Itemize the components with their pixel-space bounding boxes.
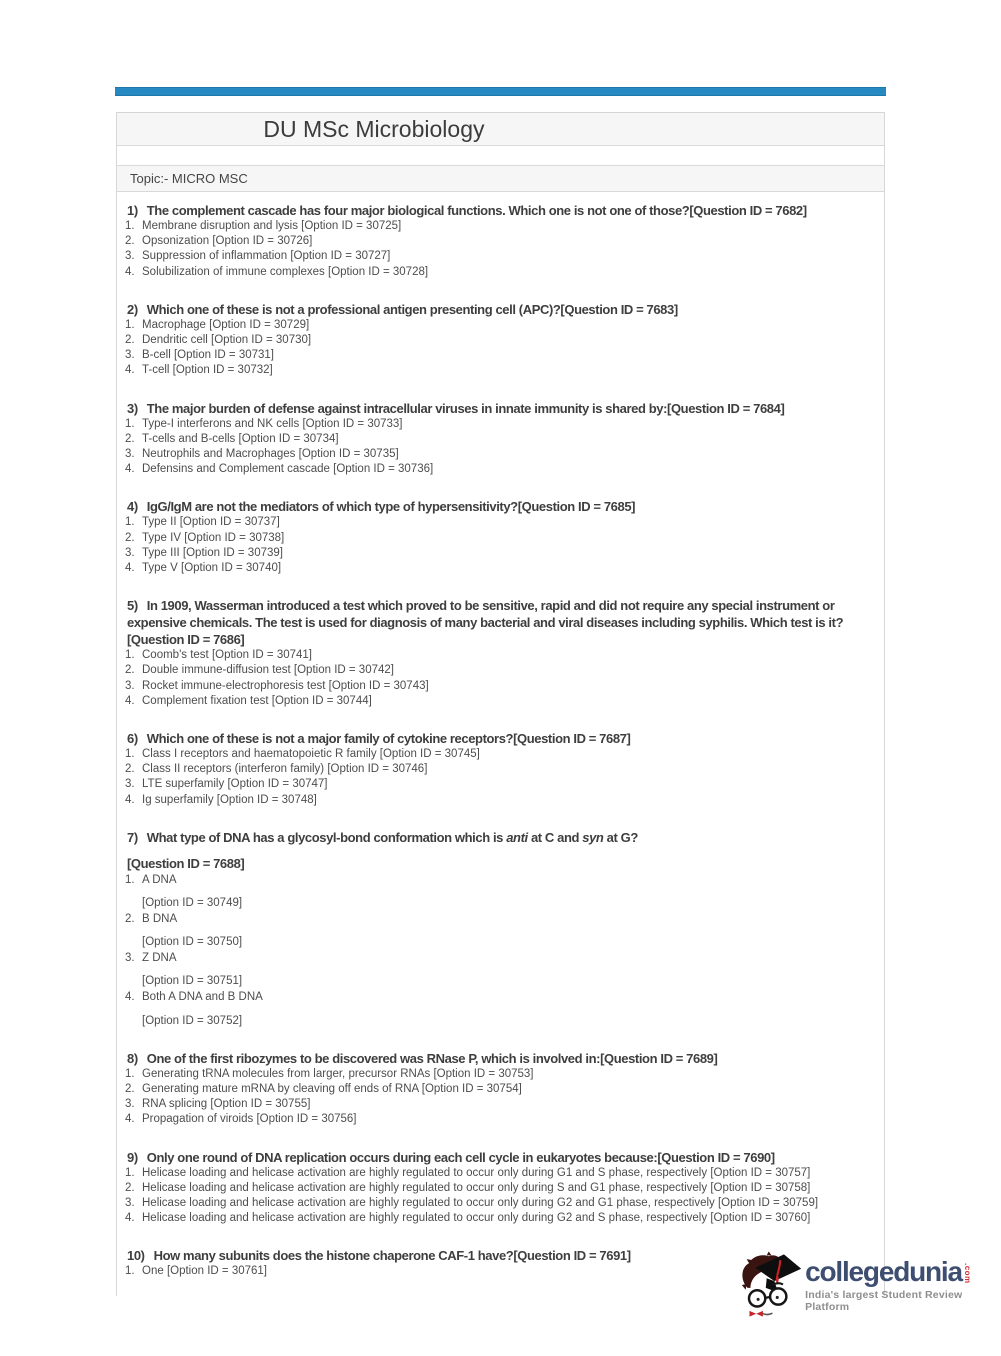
option-id: [Option ID = 30738] (184, 531, 285, 544)
question-block (125, 597, 872, 709)
options-list (125, 417, 872, 478)
option-id: [Option ID = 30729] (209, 318, 310, 331)
question-number: 6) (127, 731, 138, 747)
option-row (125, 873, 872, 888)
option-row (125, 1097, 872, 1112)
option-number: 2. (125, 1082, 135, 1095)
option-number: 1. (125, 516, 135, 529)
option-id: [Option ID = 30742] (293, 664, 394, 677)
option-number: 1. (125, 1067, 135, 1080)
options-list (125, 219, 872, 280)
option-text: Membrane disruption and lysis [Option ID = 30725] (142, 220, 402, 232)
option-number: 1. (125, 1265, 135, 1278)
option-number: 1. (125, 220, 135, 232)
option-id: [Option ID = 30741] (211, 649, 313, 662)
option-text: Type III [Option ID = 30739] (142, 546, 283, 559)
logo-text (805, 1258, 1001, 1313)
option-text: Rocket immune-electrophoresis test [Option ID = 30743] (142, 679, 429, 692)
option-id: [Option ID = 30745] (379, 748, 480, 761)
option-row (125, 1196, 872, 1211)
question-id: [Question ID = 7691] (513, 1248, 631, 1264)
question-heading (125, 1149, 872, 1166)
option-row (125, 417, 872, 432)
question-number: 8) (127, 1050, 138, 1066)
question-id: [Question ID = 7683] (560, 301, 678, 317)
option-row (125, 546, 872, 561)
option-text: Propagation of viroids [Option ID = 30756] (142, 1113, 357, 1126)
option-row (125, 531, 872, 546)
option-id: [Option ID = 30726] (212, 235, 313, 248)
question-text: Only one round of DNA replication occurs during each cell cycle in eukaryotes because: (146, 1149, 658, 1165)
option-number: 2. (125, 531, 135, 544)
question-number: 2) (127, 301, 138, 317)
option-text: Type II [Option ID = 30737] (142, 516, 280, 529)
option-row (125, 249, 872, 264)
options-list (125, 873, 872, 1029)
option-row (125, 777, 872, 792)
option-text: One [Option ID = 30761] (142, 1265, 267, 1278)
question-block (125, 1149, 872, 1227)
option-number: 2. (125, 1181, 135, 1194)
option-number: 1. (125, 748, 135, 761)
option-number: 4. (125, 562, 135, 575)
question-id: [Question ID = 7684] (667, 400, 785, 416)
options-list (125, 1067, 872, 1128)
options-list (125, 1166, 872, 1227)
option-number: 3. (125, 679, 135, 692)
question-id: [Question ID = 7689] (600, 1050, 718, 1066)
option-row (125, 762, 872, 777)
option-number: 2. (125, 432, 135, 445)
option-text: A DNA (142, 873, 177, 886)
option-id: [Option ID = 30725] (301, 220, 402, 232)
option-id: [Option ID = 30730] (211, 334, 312, 347)
option-text: LTE superfamily [Option ID = 30747] (142, 778, 328, 791)
options-list (125, 318, 872, 379)
logo-tagline: India's largest Student Review Platform (805, 1289, 963, 1313)
question-text: IgG/IgM are not the mediators of which type of hypersensitivity? (146, 499, 518, 515)
option-text: Both A DNA and B DNA (142, 991, 263, 1004)
option-id: [Option ID = 30739] (182, 546, 283, 559)
title-row (117, 113, 884, 146)
option-number: 4. (125, 793, 135, 806)
option-number: 3. (125, 250, 135, 263)
option-row (125, 1082, 872, 1097)
option-number: 2. (125, 334, 135, 347)
options-list (125, 648, 872, 709)
option-row (125, 432, 872, 447)
option-text: Type-I interferons and NK cells [Option ID = 30733] (142, 417, 403, 430)
question-id: [Question ID = 7686] (127, 632, 245, 648)
option-id: [Option ID = 30753] (433, 1067, 534, 1080)
option-number: 4. (125, 1113, 135, 1126)
option-row (125, 679, 872, 694)
question-block (125, 829, 872, 1029)
option-text: T-cells and B-cells [Option ID = 30734] (142, 432, 339, 445)
question-block (125, 301, 872, 379)
question-block (125, 400, 872, 478)
option-id: [Option ID = 30760] (710, 1212, 811, 1225)
option-text: Generating mature mRNA by cleaving off ends of RNA [Option ID = 30754] (142, 1082, 522, 1095)
option-text: Helicase loading and helicase activation are highly regulated to occur only during G2 and G1 phase, respectively [Option ID = 30759] (142, 1196, 819, 1209)
paper-table (116, 112, 885, 1296)
option-text: Solubilization of immune complexes [Option ID = 30728] (142, 265, 429, 278)
question-heading (125, 730, 872, 747)
option-id: [Option ID = 30728] (328, 265, 429, 278)
page-title: DU MSc Microbiology (263, 115, 485, 142)
question-number: 7) (127, 829, 138, 845)
question-id: [Question ID = 7687] (513, 731, 631, 747)
question-text: The complement cascade has four major biological functions. Which one is not one of those? (146, 203, 690, 218)
option-text: T-cell [Option ID = 30732] (142, 364, 273, 377)
question-text: What type of DNA has a glycosyl-bond conformation which is anti at C and syn at G? (146, 829, 638, 845)
option-text: Helicase loading and helicase activation are highly regulated to occur only during G2 and S phase, respectively [Option ID = 30760] (142, 1212, 811, 1225)
question-number: 9) (127, 1149, 138, 1165)
option-number: 3. (125, 349, 135, 362)
option-row (125, 333, 872, 348)
option-row (125, 447, 872, 462)
option-text: B-cell [Option ID = 30731] (142, 349, 275, 362)
question-text: In 1909, Wasserman introduced a test which proved to be sensitive, rapid and did not require any special instrument or expensive chemicals. The test is used for diagnosis of many bacterial and viral diseases including syphilis. Which test is it? (127, 598, 844, 631)
option-text: Helicase loading and helicase activation are highly regulated to occur only during G1 and S phase, respectively [Option ID = 30757] (142, 1166, 811, 1179)
option-number: 3. (125, 1196, 135, 1209)
option-number: 1. (125, 318, 135, 331)
option-id: [Option ID = 30735] (298, 448, 399, 461)
option-row (125, 747, 872, 762)
question-heading (125, 202, 872, 219)
topic-row (117, 166, 884, 192)
option-id: [Option ID = 30752] (142, 1014, 243, 1027)
question-block (125, 730, 872, 808)
option-row (125, 694, 872, 709)
option-number: 4. (125, 1212, 135, 1225)
option-text: Neutrophils and Macrophages [Option ID = 30735] (142, 448, 399, 461)
option-id: [Option ID = 30755] (210, 1098, 311, 1111)
mascot-icon (738, 1250, 803, 1320)
option-row (125, 648, 872, 663)
question-id: [Question ID = 7688] (127, 855, 245, 871)
option-row (125, 1181, 872, 1196)
option-number: 4. (125, 694, 135, 707)
questions-area (117, 192, 884, 1296)
question-heading (125, 301, 872, 318)
option-id: [Option ID = 30748] (216, 793, 317, 806)
top-accent-bar (115, 87, 886, 96)
option-text: Complement fixation test [Option ID = 30744] (142, 694, 372, 707)
option-id: [Option ID = 30734] (238, 432, 339, 445)
option-id: [Option ID = 30733] (302, 417, 403, 430)
logo-tld: .com (962, 1263, 972, 1284)
collegedunia-logo (738, 1250, 1001, 1320)
option-number: 2. (125, 664, 135, 677)
question-id: [Question ID = 7685] (517, 499, 636, 515)
option-id: [Option ID = 30756] (256, 1113, 357, 1126)
option-row (125, 265, 872, 280)
option-id: [Option ID = 30744] (271, 694, 372, 707)
options-list (125, 747, 872, 808)
option-text: Helicase loading and helicase activation are highly regulated to occur only during S and G1 phase, respectively [Option ID = 30758] (142, 1181, 811, 1194)
option-number: 3. (125, 1098, 135, 1111)
option-id: [Option ID = 30743] (328, 679, 429, 692)
option-number: 2. (125, 235, 135, 248)
option-text: Dendritic cell [Option ID = 30730] (142, 334, 312, 347)
question-block (125, 202, 872, 280)
option-number: 1. (125, 417, 135, 430)
option-text: Type V [Option ID = 30740] (142, 562, 282, 575)
option-text: Coomb's test [Option ID = 30741] (142, 649, 313, 662)
option-text: Opsonization [Option ID = 30726] (142, 235, 313, 248)
option-id: [Option ID = 30747] (227, 778, 328, 791)
option-row (125, 462, 872, 477)
option-number: 3. (125, 778, 135, 791)
option-row (125, 1211, 872, 1226)
question-number: 3) (127, 400, 138, 416)
option-number: 4. (125, 265, 135, 278)
option-text: B DNA (142, 913, 178, 926)
question-number: 1) (127, 203, 138, 218)
option-row (125, 363, 872, 378)
options-list (125, 515, 872, 576)
option-id: [Option ID = 30732] (172, 364, 273, 377)
question-text: Which one of these is not a major family of cytokine receptors? (146, 731, 514, 747)
option-text: Generating tRNA molecules from larger, precursor RNAs [Option ID = 30753] (142, 1067, 534, 1080)
option-row (125, 318, 872, 333)
option-row (125, 219, 872, 234)
option-number: 2. (125, 763, 135, 776)
option-id: [Option ID = 30740] (181, 562, 282, 575)
option-number: 4. (125, 991, 135, 1004)
option-text: Class II receptors (interferon family) [Option ID = 30746] (142, 763, 428, 776)
option-number: 4. (125, 463, 135, 476)
question-number: 5) (127, 598, 138, 614)
topic-label: Topic:- MICRO MSC (130, 171, 248, 186)
option-row (125, 234, 872, 249)
question-id: [Question ID = 7690] (657, 1149, 775, 1165)
option-row (125, 561, 872, 576)
option-text: Class I receptors and haematopoietic R family [Option ID = 30745] (142, 748, 480, 761)
option-text: Type IV [Option ID = 30738] (142, 531, 285, 544)
question-text: The major burden of defense against intracellular viruses in innate immunity is shared by: (146, 400, 668, 416)
question-block (125, 1050, 872, 1128)
option-id: [Option ID = 30751] (142, 975, 243, 988)
option-id: [Option ID = 30754] (421, 1082, 522, 1095)
option-id: [Option ID = 30737] (179, 516, 280, 529)
option-text: RNA splicing [Option ID = 30755] (142, 1098, 311, 1111)
question-number: 10) (127, 1248, 145, 1264)
option-row (125, 663, 872, 678)
question-text: How many subunits does the histone chaperone CAF-1 have? (153, 1248, 514, 1264)
option-number: 3. (125, 952, 135, 965)
option-row (125, 348, 872, 363)
option-id: [Option ID = 30758] (710, 1181, 811, 1194)
spacer-row (117, 146, 884, 166)
question-text: Which one of these is not a professional antigen presenting cell (APC)? (146, 301, 561, 317)
option-text: Defensins and Complement cascade [Option ID = 30736] (142, 463, 434, 476)
logo-brand: collegedunia (805, 1256, 962, 1287)
option-id: [Option ID = 30750] (142, 936, 243, 949)
option-id: [Option ID = 30757] (710, 1166, 811, 1179)
option-text: Macrophage [Option ID = 30729] (142, 318, 310, 331)
option-number: 3. (125, 448, 135, 461)
question-heading (125, 400, 872, 417)
question-heading (125, 829, 872, 846)
option-row (125, 515, 872, 530)
question-block (125, 498, 872, 576)
question-heading (125, 1050, 872, 1067)
option-text: Suppression of inflammation [Option ID = 30727] (142, 250, 391, 263)
option-row (125, 990, 872, 1005)
option-number: 2. (125, 913, 135, 926)
option-row (125, 1067, 872, 1082)
option-id: [Option ID = 30731] (173, 349, 275, 362)
option-id: [Option ID = 30727] (290, 250, 391, 263)
question-id: [Question ID = 7682] (689, 203, 807, 218)
option-text: Double immune-diffusion test [Option ID = 30742] (142, 664, 394, 677)
option-number: 1. (125, 649, 135, 662)
question-number: 4) (127, 499, 138, 515)
option-id: [Option ID = 30736] (333, 463, 434, 476)
option-text: Ig superfamily [Option ID = 30748] (142, 793, 317, 806)
question-heading (125, 498, 872, 515)
option-id: [Option ID = 30749] (142, 897, 243, 910)
option-number: 1. (125, 1166, 135, 1179)
option-row (125, 1166, 872, 1181)
option-row (125, 912, 872, 927)
option-id: [Option ID = 30746] (327, 763, 428, 776)
option-row (125, 1112, 872, 1127)
option-number: 4. (125, 364, 135, 377)
option-row (125, 793, 872, 808)
option-id: [Option ID = 30759] (717, 1196, 819, 1209)
option-id: [Option ID = 30761] (166, 1265, 267, 1278)
option-number: 3. (125, 546, 135, 559)
question-heading (125, 597, 872, 648)
option-text: Z DNA (142, 952, 177, 965)
option-number: 1. (125, 873, 135, 886)
question-text: One of the first ribozymes to be discovered was RNase P, which is involved in: (146, 1050, 601, 1066)
option-row (125, 951, 872, 966)
